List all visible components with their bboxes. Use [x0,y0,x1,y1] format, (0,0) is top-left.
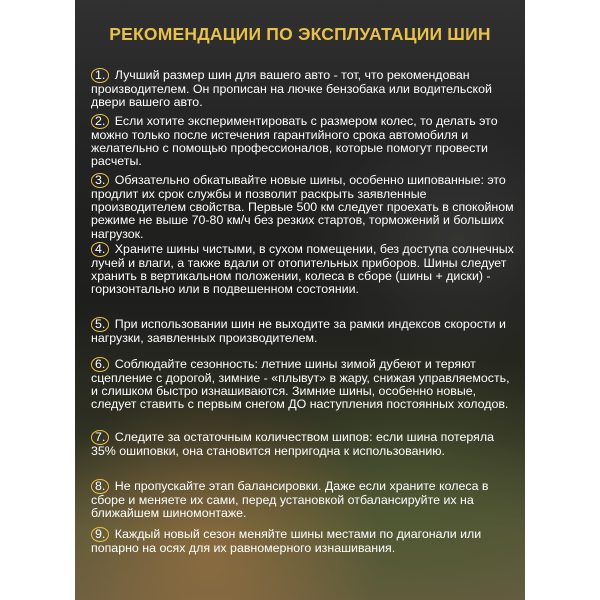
item-number-3: 3. [91,173,109,188]
recommendation-item-9 [91,527,516,555]
item-text-2: Если хотите экспериментировать с размером колес, то делать это можно только после истечения гарантийного срока автомобиля и желательно с помощью профессионалов, которые помогут провести расчеты. [91,114,498,169]
item-number-8: 8. [91,479,109,494]
item-number-2: 2. [91,114,109,129]
recommendation-item-5 [91,317,516,345]
item-number-5: 5. [91,317,109,332]
item-text-4: Храните шины чистыми, в сухом помещении, без доступа солнечных лучей и влаги, а также вдали от отопительных приборов. Шины следует хранить в вертикальном положении, колеса в сборе (шины + диски) - горизонтально или в подвешенном состоянии. [91,242,514,297]
item-number-4: 4. [91,242,109,257]
recommendation-item-1 [91,68,516,109]
poster-title: РЕКОМЕНДАЦИИ ПО ЭКСПЛУАТАЦИИ ШИН [109,24,491,44]
tire-recommendations-poster [75,0,525,600]
recommendation-item-7 [91,430,516,458]
recommendation-item-8 [91,479,516,520]
recommendation-item-4 [91,242,516,297]
recommendation-item-6 [91,357,516,412]
recommendation-item-2 [91,114,516,169]
item-text-7: Следите за остаточным количеством шипов: если шина потеряла 35% ошиповки, она становится непригодна к использованию. [91,430,495,458]
item-text-5: При использовании шин не выходите за рамки индексов скорости и нагрузки, заявленных производителем. [91,317,506,345]
item-number-1: 1. [91,68,109,83]
item-text-6: Соблюдайте сезонность: летние шины зимой дубеют и теряют сцепление с дорогой, зимние - «плывут» в жару, снижая управляемость, и слишком быстро изнашиваются. Зимние шины, особенно новые, следует ставить с первым снегом ДО наступления постоянных холодов. [91,357,510,412]
item-number-7: 7. [91,430,109,445]
item-text-1: Лучший размер шин для вашего авто - тот, что рекомендован производителем. Он прописан на лючке бензобака или водительской двери вашего авто. [91,68,492,110]
recommendation-item-3 [91,173,516,241]
item-text-9: Каждый новый сезон меняйте шины местами по диагонали или попарно на осях для их равномерного изнашивания. [91,527,482,555]
item-text-8: Не пропускайте этап балансировки. Даже если храните колеса в сборе и меняете их сами, перед установкой отбалансируйте их на ближайшем шиномонтаже. [91,479,489,521]
item-number-9: 9. [91,527,109,542]
item-number-6: 6. [91,357,109,372]
item-text-3: Обязательно обкатывайте новые шины, особенно шипованные: это продлит их срок службы и позволит раскрыть заявленные производителем свойства. Первые 500 км следует проехать в спокойном режиме не выше 70-80 км/ч без резких стартов, торможений и больших нагрузок. [91,173,514,241]
